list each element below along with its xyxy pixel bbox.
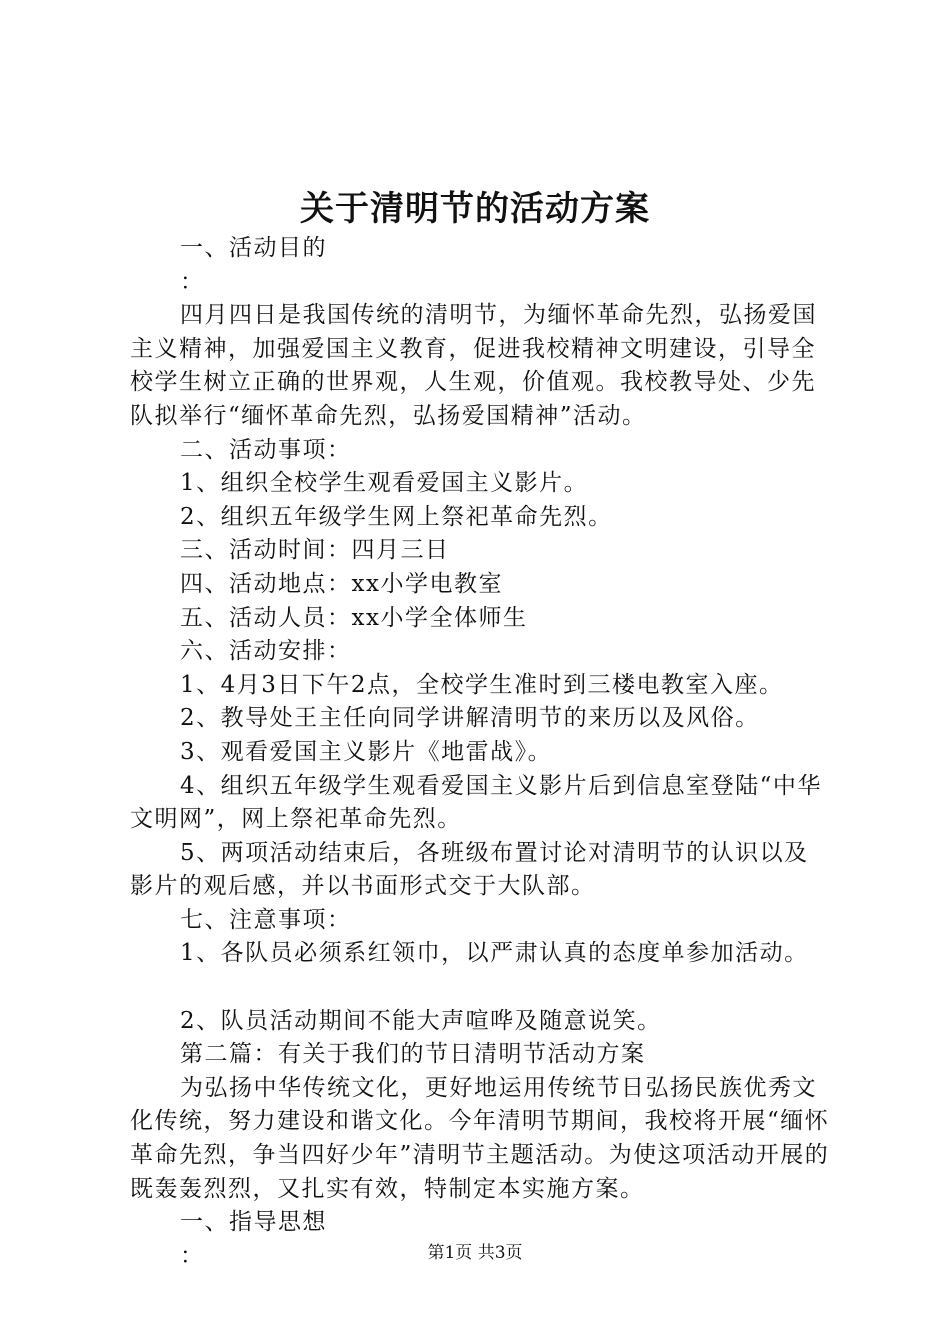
section-heading: 二、活动事项：	[180, 436, 352, 463]
section-heading: 五、活动人员：xx小学全体师生	[180, 604, 528, 631]
section-heading: 四、活动地点：xx小学电教室	[180, 570, 503, 597]
section-heading: 一、活动目的	[180, 235, 327, 261]
document-title: 关于清明节的活动方案	[300, 189, 650, 229]
list-item: 1、组织全校学生观看爱国主义影片。	[180, 470, 589, 497]
paragraph: 为弘扬中华传统文化，更好地运用传统节日弘扬民族优秀文化传统，努力建设和谐文化。今年清明节期间，我校将开展“缅怀革命先烈，争当四好少年”清明节主题活动。为使这项活动开展的既轰轰烈烈，又扎实有效，特制定本实施方案。	[130, 1074, 830, 1202]
section-heading: 第二篇：有关于我们的节日清明节活动方案	[180, 1041, 646, 1068]
section-heading: 三、活动时间：四月三日	[180, 537, 450, 564]
section-heading: 七、注意事项：	[180, 906, 352, 933]
list-item: 3、观看爱国主义影片《地雷战》。	[180, 738, 553, 765]
page-footer: 第1页 共3页	[427, 1243, 523, 1263]
blank-line	[130, 971, 830, 1005]
list-item: 2、教导处王主任向同学讲解清明节的来历以及风俗。	[180, 705, 760, 732]
section-heading: 六、活动安排：	[180, 638, 352, 665]
section-heading: 一、指导思想	[180, 1209, 327, 1236]
list-item: 5、两项活动结束后，各班级布置讨论对清明节的认识以及影片的观后感，并以书面形式交于大队部。	[130, 839, 809, 900]
list-item: 1、各队员必须系红领巾，以严肃认真的态度单参加活动。	[180, 940, 809, 967]
paragraph: 四月四日是我国传统的清明节，为缅怀革命先烈，弘扬爱国主义精神，加强爱国主义教育，促进我校精神文明建设，引导全校学生树立正确的世界观，人生观，价值观。我校教导处、少先队拟举行“缅怀革命先烈，弘扬爱国精神”活动。	[130, 302, 817, 429]
list-item: 2、组织五年级学生网上祭祀革命先烈。	[180, 503, 613, 530]
document-body	[130, 232, 830, 1273]
list-item: 1、4月3日下午2点，全校学生准时到三楼电教室入座。	[180, 671, 784, 698]
paragraph-colon: ：	[180, 268, 205, 295]
paragraph-colon: ：	[180, 1242, 205, 1269]
list-item: 2、队员活动期间不能大声喧哗及随意说笑。	[180, 1007, 662, 1034]
list-item: 4、组织五年级学生观看爱国主义影片后到信息室登陆“中华文明网”，网上祭祀革命先烈。	[130, 772, 822, 833]
